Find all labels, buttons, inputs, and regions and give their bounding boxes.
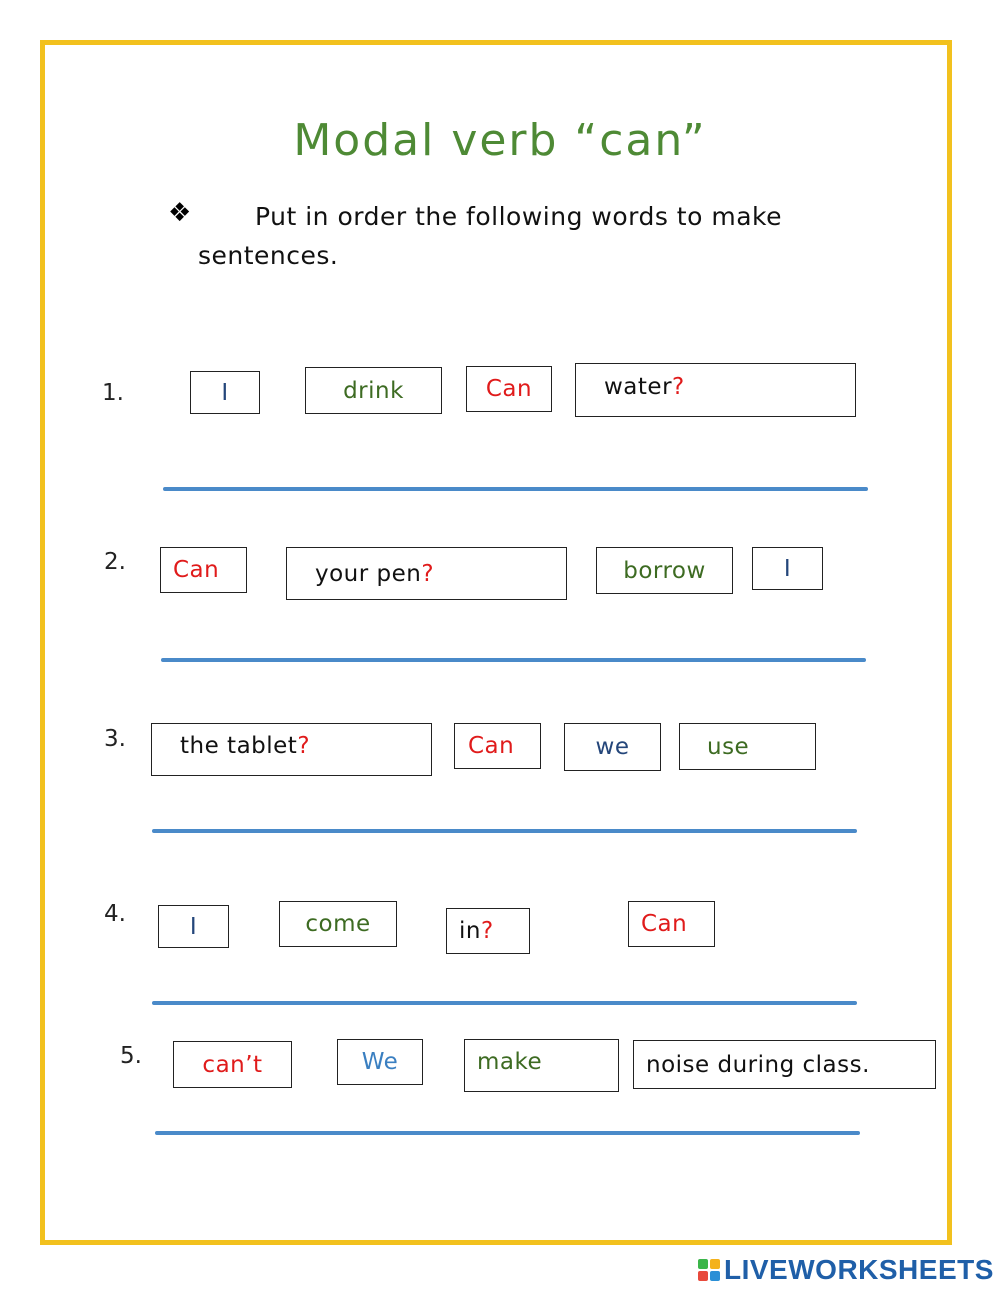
- diamond-bullet-icon: ❖: [168, 198, 192, 228]
- word-tile[interactable]: I: [190, 371, 260, 414]
- exercise-number: 1.: [102, 380, 124, 406]
- word-tile[interactable]: Can: [628, 901, 715, 947]
- answer-line[interactable]: [152, 829, 857, 833]
- word-tile[interactable]: We: [337, 1039, 423, 1085]
- word-tile[interactable]: Can: [160, 547, 247, 593]
- word-tile[interactable]: I: [752, 547, 823, 590]
- instruction-line-2: sentences.: [198, 241, 339, 270]
- exercise-number: 5.: [120, 1043, 142, 1069]
- answer-line[interactable]: [152, 1001, 857, 1005]
- word-tile[interactable]: drink: [305, 367, 442, 414]
- word-tile[interactable]: your pen ?: [286, 547, 567, 600]
- word-tile[interactable]: I: [158, 905, 229, 948]
- word-tile[interactable]: use: [679, 723, 816, 770]
- word-tile[interactable]: in ?: [446, 908, 530, 954]
- answer-line[interactable]: [155, 1131, 860, 1135]
- answer-line[interactable]: [161, 658, 866, 662]
- word-tile[interactable]: come: [279, 901, 397, 947]
- exercise-number: 4.: [104, 901, 126, 927]
- answer-line[interactable]: [163, 487, 868, 491]
- logo-mark-icon: [698, 1259, 720, 1281]
- word-tile[interactable]: make: [464, 1039, 619, 1092]
- word-tile[interactable]: water ?: [575, 363, 856, 417]
- page-title: Modal verb “can”: [293, 115, 707, 166]
- word-tile[interactable]: Can: [466, 366, 552, 412]
- word-tile[interactable]: noise during class.: [633, 1040, 936, 1089]
- liveworksheets-logo: [698, 1255, 994, 1285]
- word-tile[interactable]: the tablet ?: [151, 723, 432, 776]
- word-tile[interactable]: we: [564, 723, 661, 771]
- logo-text: LIVEWORKSHEETS: [724, 1254, 994, 1285]
- word-tile[interactable]: Can: [454, 723, 541, 769]
- exercise-number: 3.: [104, 726, 126, 752]
- instruction-line-1: Put in order the following words to make: [255, 202, 782, 231]
- word-tile[interactable]: borrow: [596, 547, 733, 594]
- exercise-number: 2.: [104, 549, 126, 575]
- word-tile[interactable]: can’t: [173, 1041, 292, 1088]
